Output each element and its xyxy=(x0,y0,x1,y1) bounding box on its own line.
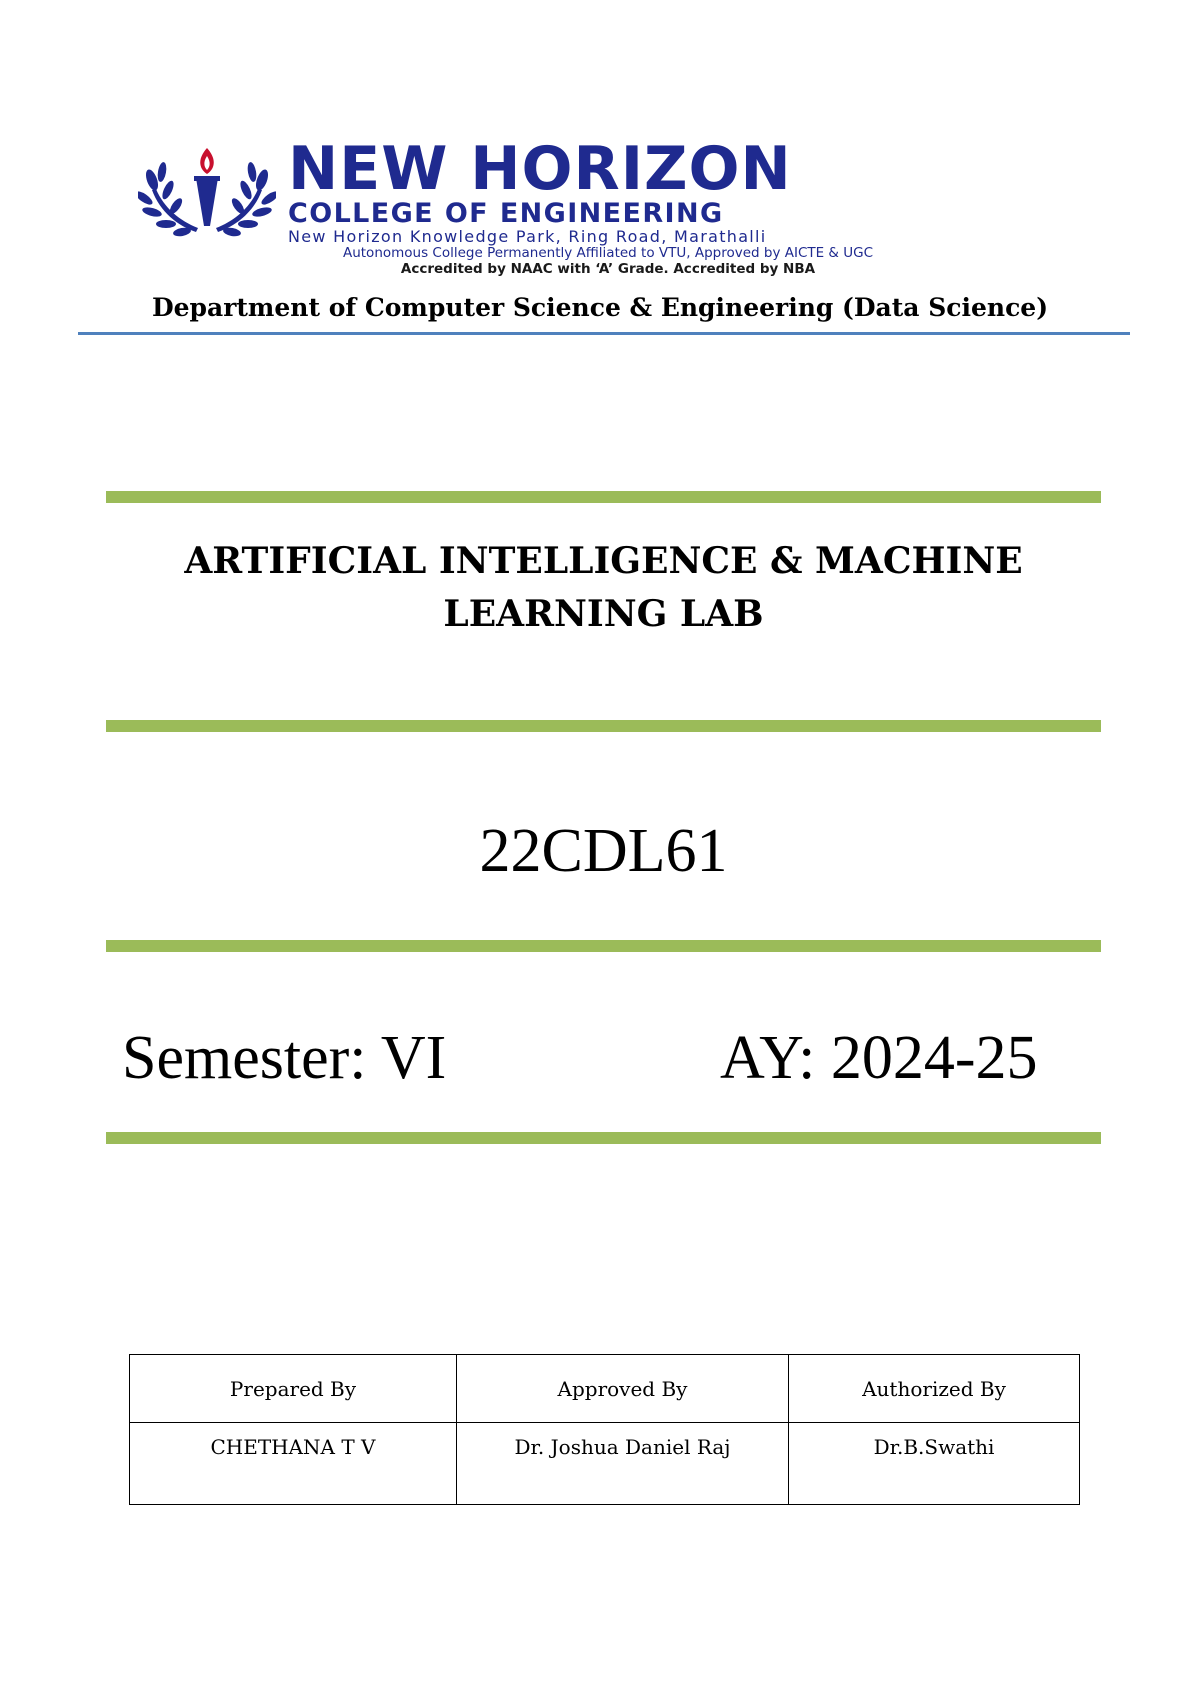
lab-title-line-1: ARTIFICIAL INTELLIGENCE & MACHINE xyxy=(184,540,1023,582)
college-affiliation: Autonomous College Permanently Affiliated to VTU, Approved by AICTE & UGC xyxy=(342,245,874,261)
department-divider xyxy=(78,332,1130,335)
signature-table xyxy=(129,1354,1080,1505)
prepared-by-header: Prepared By xyxy=(130,1355,457,1423)
college-subtitle: COLLEGE OF ENGINEERING xyxy=(288,198,724,229)
department-heading: Department of Computer Science & Engineering (Data Science) xyxy=(151,293,1049,322)
college-logo xyxy=(138,134,948,277)
green-divider-2 xyxy=(106,720,1101,732)
lab-title xyxy=(106,535,1101,641)
lab-title-line-2: LEARNING LAB xyxy=(443,593,764,635)
semester: Semester: VI xyxy=(122,1024,447,1092)
laurel-torch-emblem-icon xyxy=(138,146,276,238)
prepared-by-name: CHETHANA T V xyxy=(130,1423,457,1505)
green-divider-4 xyxy=(106,1132,1101,1144)
authorized-by-header: Authorized By xyxy=(789,1355,1080,1423)
signature-header-row xyxy=(130,1355,1080,1423)
academic-year: AY: 2024-25 xyxy=(720,1024,1038,1092)
college-accreditation: Accredited by NAAC with ‘A’ Grade. Accredited by NBA xyxy=(400,261,816,277)
green-divider-1 xyxy=(106,491,1101,503)
authorized-by-name: Dr.B.Swathi xyxy=(789,1423,1080,1505)
signature-name-row xyxy=(130,1423,1080,1505)
college-address: New Horizon Knowledge Park, Ring Road, Marathalli xyxy=(288,227,767,246)
college-name: NEW HORIZON xyxy=(288,134,792,204)
approved-by-header: Approved By xyxy=(457,1355,789,1423)
green-divider-3 xyxy=(106,940,1101,952)
approved-by-name: Dr. Joshua Daniel Raj xyxy=(457,1423,789,1505)
course-code: 22CDL61 xyxy=(479,817,728,885)
